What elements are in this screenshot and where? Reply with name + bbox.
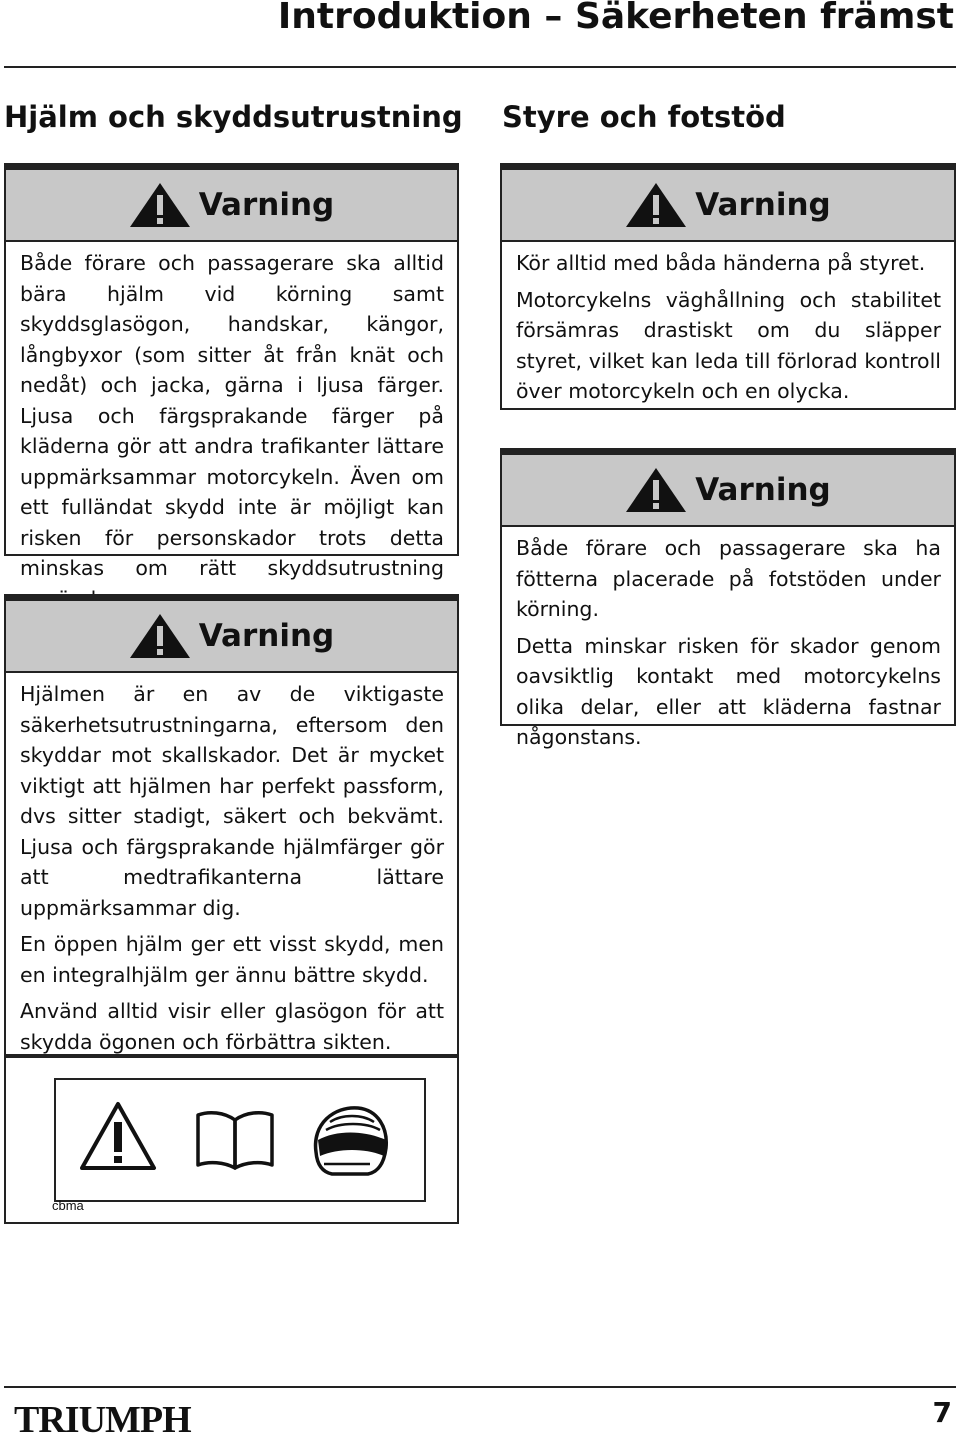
warning-triangle-icon: [625, 467, 687, 513]
warning-text: [502, 527, 954, 767]
symbols-frame: [54, 1078, 426, 1202]
warning-title: Varning: [695, 187, 831, 223]
warning-header: [502, 165, 954, 242]
warning-box-footrests: [500, 448, 956, 749]
page-number: 7: [932, 1396, 952, 1429]
warning-paragraph: Motorcykelns väghållning och stabilitet försämras drastiskt om du släpper styret, vilket kan leda till förlorad kontroll över motorcykeln och en olycka.: [516, 287, 941, 403]
triumph-logo: [14, 1398, 194, 1442]
warning-triangle-icon: [129, 613, 191, 659]
header-rule: [4, 66, 956, 68]
warning-paragraph: En öppen hjälm ger ett visst skydd, men en integralhjälm ger ännu bättre skydd.: [20, 932, 444, 987]
symbols-caption: cbma: [52, 1198, 84, 1213]
footer-rule: [4, 1386, 956, 1388]
warning-triangle-icon: [78, 1100, 158, 1172]
warning-box-protective-gear: [4, 163, 459, 580]
warning-paragraph: Kör alltid med båda händerna på styret.: [516, 251, 926, 275]
section-heading-handlebars: Styre och fotstöd: [502, 100, 786, 134]
warning-text: [6, 673, 457, 1071]
helmet-icon: [308, 1100, 392, 1180]
warning-box-helmet: [4, 594, 459, 1058]
warning-title: Varning: [198, 187, 335, 223]
warning-text: [6, 242, 457, 628]
warning-header: [502, 450, 954, 527]
symbols-panel: [4, 1054, 459, 1224]
warning-title: Varning: [695, 472, 831, 508]
warning-paragraph: Använd alltid visir eller glasögon för att skydda ögonen och förbättra sikten.: [20, 999, 444, 1054]
warning-box-handlebars: [500, 163, 956, 410]
warning-triangle-icon: [625, 182, 687, 228]
warning-header: [6, 165, 457, 242]
warning-text: [502, 242, 954, 421]
brand-wordmark: [14, 1398, 194, 1438]
warning-triangle-icon: [129, 182, 191, 228]
warning-title: Varning: [198, 618, 335, 654]
warning-paragraph: Hjälmen är en av de viktigaste säkerhetsutrustningarna, eftersom den skyddar mot skallskador. Det är mycket viktigt att hjälmen har perfekt passform, dvs sitter stadigt, säkert och bekvämt. Ljusa och färgsprakande hjälmfärger gör att medtrafikanterna lättare uppmärksammar dig.: [20, 682, 444, 920]
page-title: Introduktion – Säkerheten främst: [277, 0, 954, 37]
warning-header: [6, 596, 457, 673]
brand-text: TRIUMPH: [14, 1399, 191, 1438]
warning-paragraph: Detta minskar risken för skador genom oavsiktlig kontakt med motorcykelns olika delar, eller att kläderna fastnar någonstans.: [516, 633, 941, 749]
warning-paragraph: Både förare och passagerare ska alltid bära hjälm vid körning samt skyddsglasögon, handskar, kängor, långbyxor (som sitter åt från knät och nedåt) och jacka, gärna i ljusa färger. Ljusa och färgsprakande färger på kläderna gör att andra trafikanter lättare uppmärksammar motorcykeln. Även om ett fulländat skydd inte är möjligt kan risken för personskador trots detta minskas om rätt skyddsutrustning: [20, 251, 444, 580]
section-heading-helmet: Hjälm och skyddsutrustning: [4, 100, 463, 134]
warning-paragraph: Både förare och passagerare ska ha fötterna placerade på fotstöden under körning.: [516, 536, 941, 621]
open-book-icon: [194, 1108, 276, 1170]
